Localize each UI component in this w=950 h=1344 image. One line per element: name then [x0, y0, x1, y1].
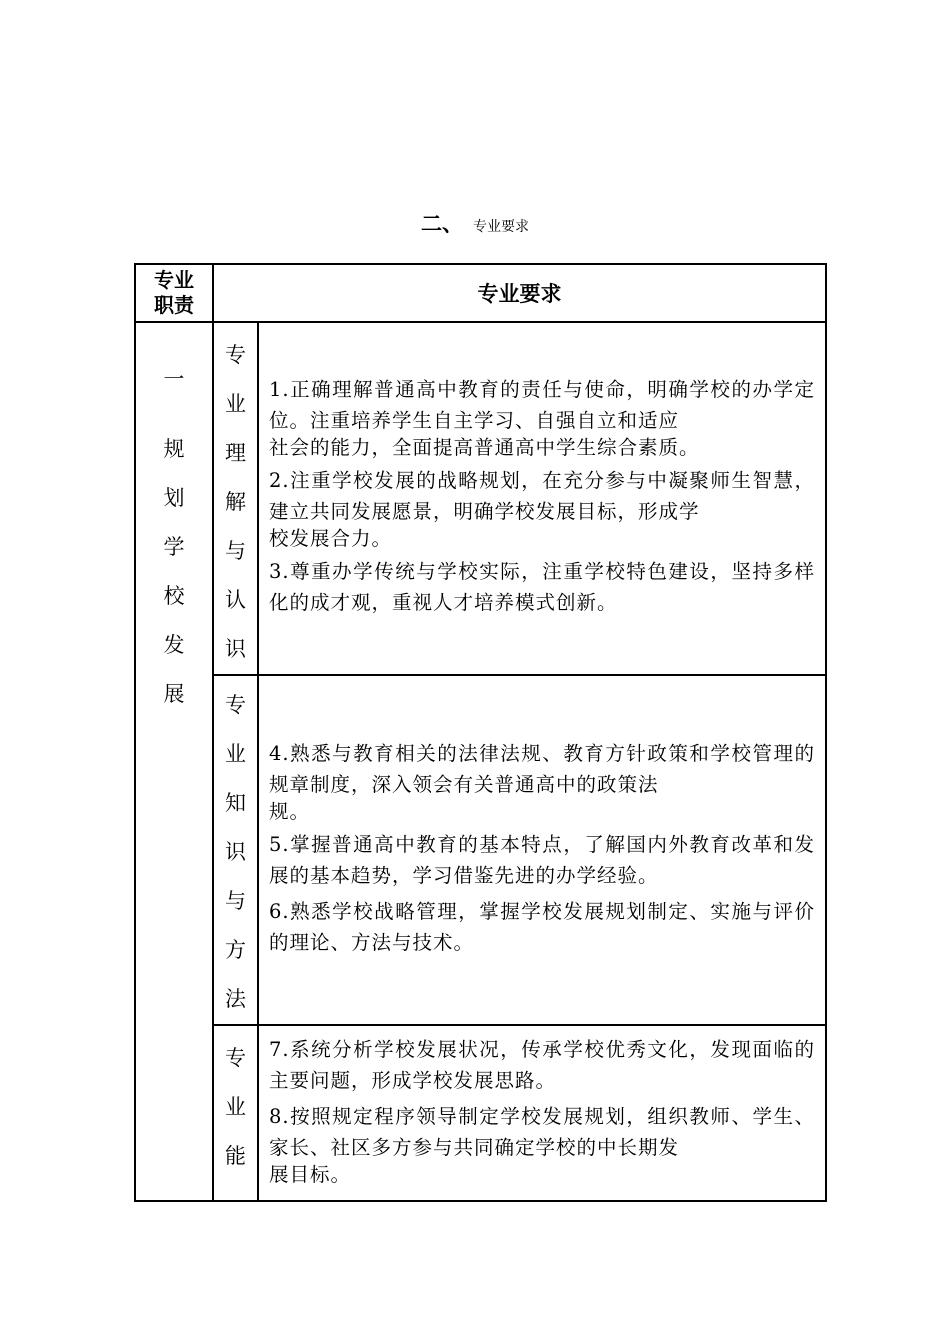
- label-char: 专: [225, 693, 246, 717]
- label-char: 知: [225, 791, 246, 815]
- duty-char: 学: [163, 535, 185, 559]
- requirement-item: [269, 1034, 815, 1096]
- label-char: 解: [225, 490, 246, 514]
- item-text-tail: 社会的能力，全面提高普通高中学生综合素质。: [269, 436, 700, 459]
- group-content-understanding: [258, 322, 826, 675]
- group-content-knowledge: [258, 675, 826, 1025]
- label-char: 业: [225, 392, 246, 416]
- label-char: 识: [225, 637, 246, 661]
- duty-char: 展: [163, 682, 185, 706]
- duty-char: 划: [163, 486, 185, 510]
- requirement-item: [269, 896, 815, 958]
- label-char: 业: [225, 742, 246, 766]
- table-row: [135, 675, 826, 1025]
- requirement-item: [269, 556, 815, 618]
- label-char: 专: [225, 343, 246, 367]
- label-char: 理: [225, 441, 246, 465]
- duty-number: 一: [163, 367, 185, 391]
- duty-cell: [135, 322, 213, 1201]
- requirements-table: [134, 263, 827, 1202]
- header-requirements-cell: 专业要求: [213, 264, 826, 322]
- header-duty-cell: [135, 264, 213, 322]
- table-row: [135, 1025, 826, 1201]
- table-row: [135, 322, 826, 675]
- label-char: 业: [225, 1095, 246, 1119]
- group-content-ability: [258, 1025, 826, 1201]
- group-label-understanding: [213, 322, 258, 675]
- header-duty-line2: 职责: [154, 293, 194, 317]
- label-char: 与: [225, 539, 246, 563]
- section-heading: [0, 208, 950, 238]
- item-text: 1.正确理解普通高中教育的责任与使命，明确学校的办学定位。注重培养学生自主学习、自强自立和适应: [269, 378, 815, 432]
- group-label-knowledge: [213, 675, 258, 1025]
- item-text: 5.掌握普通高中教育的基本特点，了解国内外教育改革和发展的基本趋势，学习借鉴先进的办学经验。: [269, 832, 815, 887]
- item-text: 4.熟悉与教育相关的法律法规、教育方针政策和学校管理的规章制度，深入领会有关普通高中的政策法: [269, 741, 815, 796]
- requirement-item: [269, 374, 815, 460]
- requirement-item: [269, 738, 815, 824]
- label-char: 方: [225, 938, 246, 962]
- label-char: 与: [225, 889, 246, 913]
- label-char: 识: [225, 840, 246, 864]
- item-text: 3.尊重办学传统与学校实际，注重学校特色建设，坚持多样化的成才观，重视人才培养模式创新。: [269, 560, 815, 614]
- item-text: 7.系统分析学校发展状况，传承学校优秀文化，发现面临的主要问题，形成学校发展思路。: [269, 1038, 815, 1092]
- label-char: 专: [225, 1046, 246, 1070]
- label-char: 能: [225, 1144, 246, 1168]
- requirement-item: [269, 1101, 815, 1187]
- duty-char: 发: [163, 633, 185, 657]
- group-label-ability: [213, 1025, 258, 1201]
- duty-char: 校: [163, 584, 185, 608]
- item-text-tail: 规。: [269, 799, 311, 823]
- table-header-row: [135, 264, 826, 322]
- section-title: 专业要求: [473, 219, 529, 235]
- item-text: 8.按照规定程序领导制定学校发展规划，组织教师、学生、家长、社区多方参与共同确定学校的中长期发: [269, 1105, 815, 1159]
- section-number: 二、: [421, 212, 463, 236]
- header-duty-line1: 专业: [154, 268, 194, 292]
- duty-char: 规: [163, 437, 185, 461]
- label-char: 认: [225, 588, 246, 612]
- label-char: 法: [225, 987, 246, 1011]
- item-text: 2.注重学校发展的战略规划，在充分参与中凝聚师生智慧，建立共同发展愿景，明确学校发展目标，形成学: [269, 469, 815, 523]
- item-text-tail: 校发展合力。: [269, 527, 393, 550]
- item-text: 6.熟悉学校战略管理，掌握学校发展规划制定、实施与评价的理论、方法与技术。: [269, 899, 815, 954]
- requirement-item: [269, 465, 815, 551]
- item-text-tail: 展目标。: [269, 1163, 352, 1186]
- requirement-item: [269, 829, 815, 891]
